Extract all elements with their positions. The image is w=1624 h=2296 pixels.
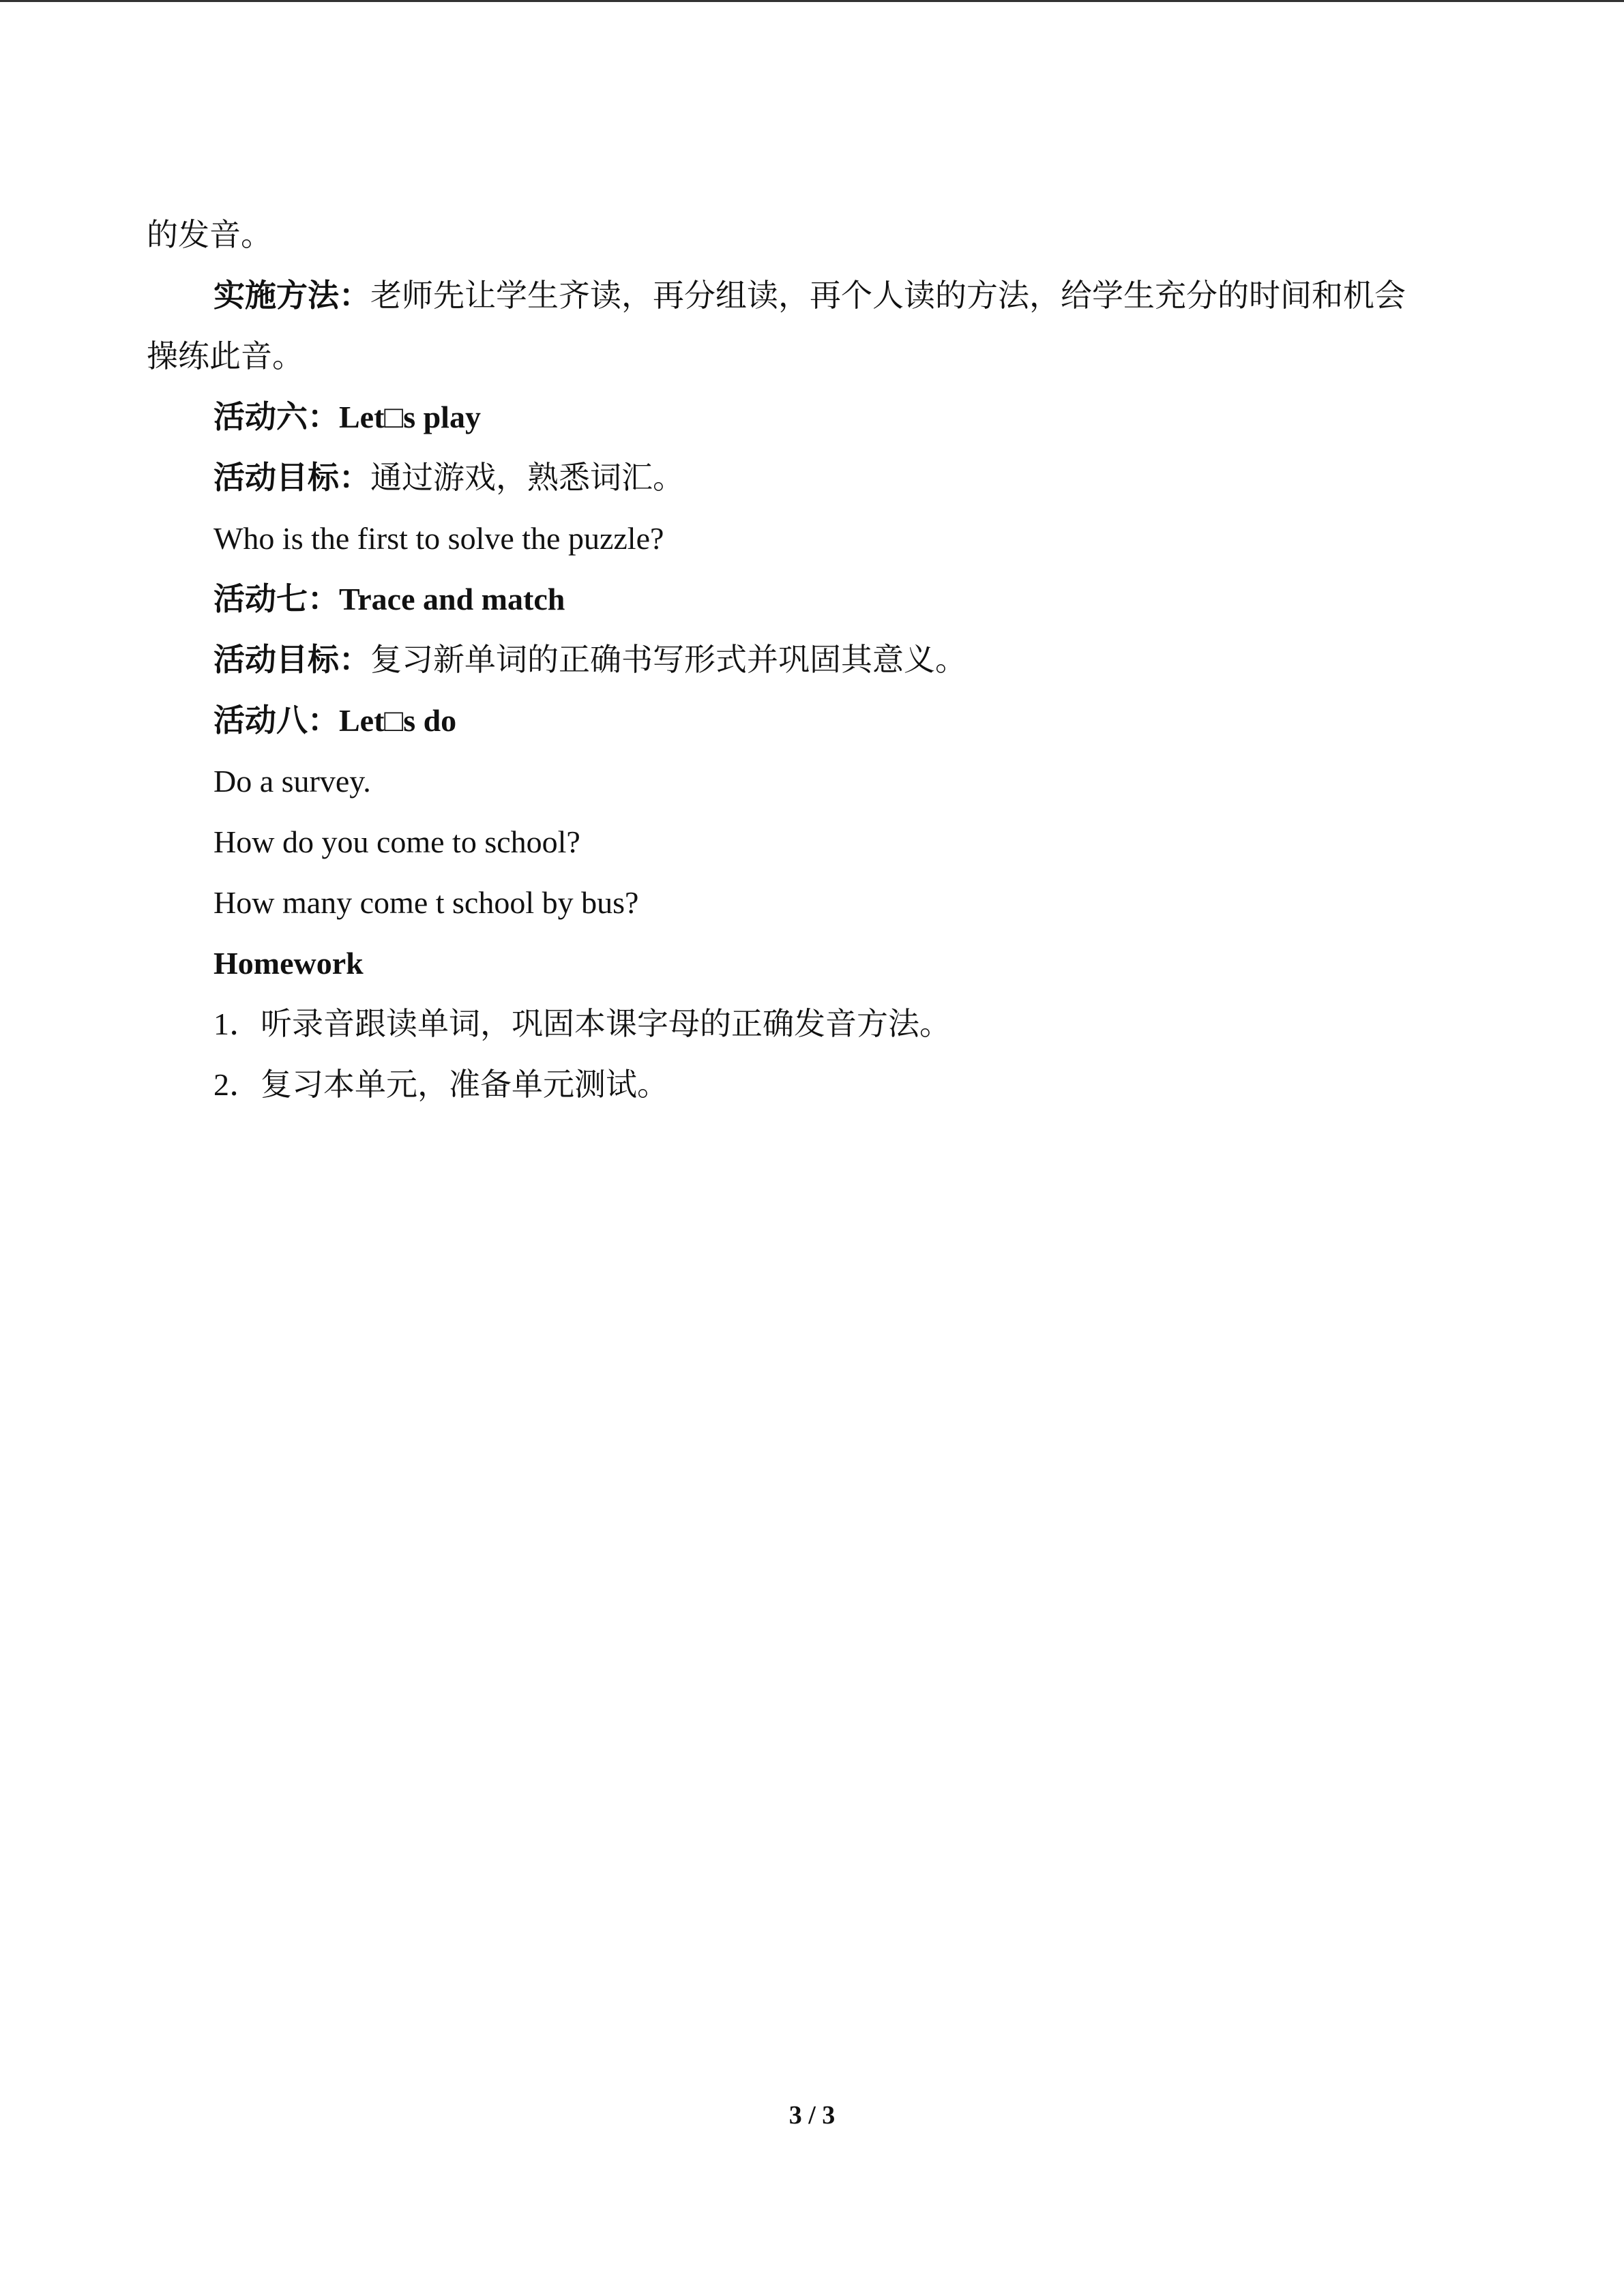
paragraph-line [147, 326, 1477, 387]
line-text: How do you come to school? [213, 824, 580, 859]
activity-heading [147, 569, 1477, 629]
line-text: 1．听录音跟读单词，巩固本课字母的正确发音方法。 [213, 1007, 951, 1041]
line-label: 活动目标： [213, 460, 370, 495]
document-body [147, 205, 1477, 1115]
paragraph-line [147, 629, 1477, 690]
line-text: Do a survey. [213, 764, 371, 799]
paragraph-line [147, 872, 1477, 933]
line-label: 活动八：Let□s do [213, 703, 457, 738]
line-label: 活动六：Let□s play [213, 400, 481, 434]
paragraph-line [147, 751, 1477, 811]
line-text: Who is the first to solve the puzzle? [213, 521, 664, 556]
paragraph-line [147, 811, 1477, 872]
paragraph-line [147, 508, 1477, 569]
line-text: 复习新单词的正确书写形式并巩固其意义。 [370, 642, 966, 677]
line-text: 老师先让学生齐读，再分组读，再个人读的方法，给学生充分的时间和机会 [370, 278, 1406, 313]
line-text: 的发音。 [147, 218, 272, 252]
line-label: 活动目标： [213, 642, 370, 677]
activity-heading [147, 690, 1477, 751]
line-text: How many come t school by bus? [213, 885, 639, 920]
paragraph-line [147, 265, 1477, 326]
line-text: 操练此音。 [147, 339, 304, 374]
line-label: 活动七：Trace and match [213, 582, 565, 616]
line-text: 2．复习本单元，准备单元测试。 [213, 1067, 668, 1102]
homework-heading [147, 933, 1477, 994]
paragraph-line [147, 205, 1477, 265]
line-label: 实施方法： [213, 278, 370, 313]
line-label: Homework [213, 946, 364, 981]
paragraph-line [147, 447, 1477, 508]
top-border [0, 0, 1624, 2]
page-number: 3 / 3 [788, 2101, 836, 2130]
activity-heading [147, 387, 1477, 447]
homework-item [147, 1054, 1477, 1115]
homework-item [147, 994, 1477, 1054]
line-text: 通过游戏，熟悉词汇。 [370, 460, 684, 495]
